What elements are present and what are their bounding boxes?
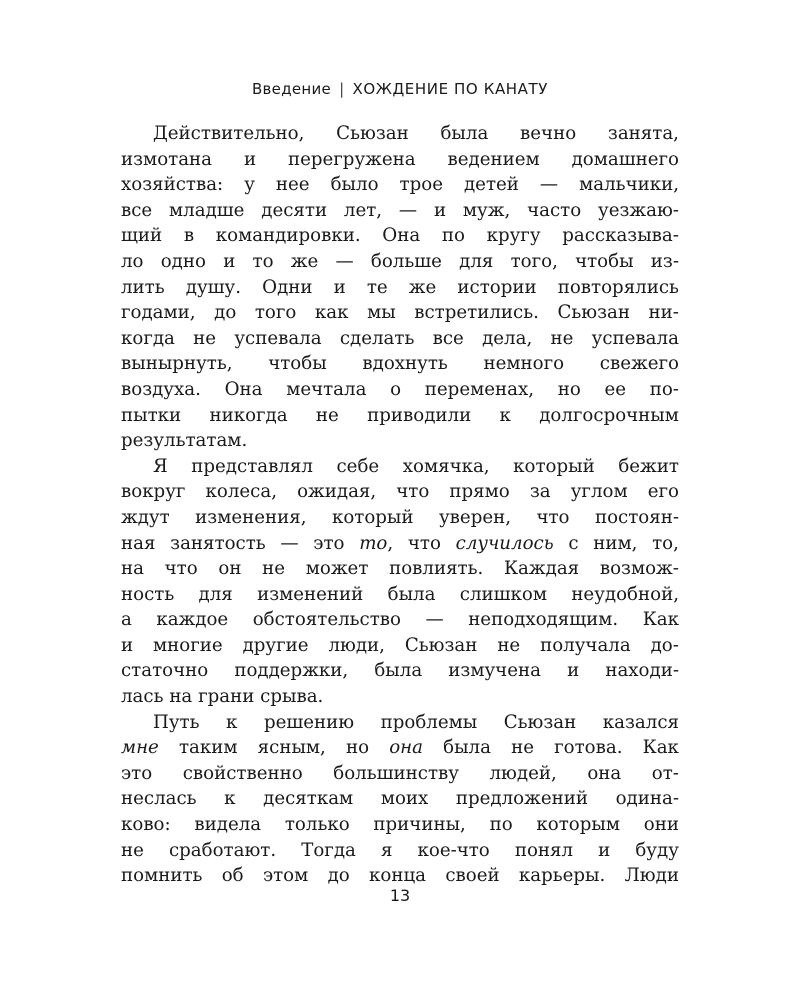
word: одина- [615, 788, 679, 810]
word: и [121, 634, 134, 656]
word: обстоятельство [252, 609, 401, 631]
text-line [121, 735, 679, 761]
word: все [432, 327, 464, 349]
word: конца [369, 865, 427, 887]
word: уверен, [438, 506, 511, 528]
word: представлял [191, 455, 313, 477]
word: находи- [605, 660, 679, 682]
text-line [121, 556, 679, 582]
word: срыва. [260, 686, 324, 708]
word: детей [463, 174, 519, 196]
word: успевала [234, 327, 322, 349]
text-line [121, 403, 679, 429]
word: когда [121, 327, 175, 349]
text-line [121, 505, 679, 531]
word: муж, [462, 199, 511, 221]
word: измучена [448, 660, 541, 682]
word: было [330, 174, 379, 196]
word: встретились. [414, 302, 539, 324]
word: не [262, 558, 286, 580]
word: моих [380, 788, 429, 810]
word: ло [121, 250, 144, 272]
word: немного [483, 353, 565, 375]
word: результатам. [121, 430, 248, 452]
word: одно [160, 250, 206, 272]
word: углом [570, 481, 628, 503]
text-line [121, 479, 679, 505]
word: возмож- [599, 558, 679, 580]
word: решению [263, 711, 355, 733]
paragraph [121, 121, 679, 454]
text-line [121, 147, 679, 173]
word: была [443, 737, 491, 759]
word: статочно [121, 660, 209, 682]
word: чтобы [268, 353, 327, 375]
text-line [121, 761, 679, 787]
word: — [425, 609, 444, 631]
word: Я [153, 455, 168, 477]
word: не [315, 404, 339, 426]
word: прямо [449, 481, 510, 503]
word: — [280, 532, 299, 554]
word: причины, [373, 814, 466, 836]
word: больше [370, 250, 442, 272]
text-line [121, 633, 679, 659]
word: многие [153, 634, 223, 656]
word: вечно [520, 123, 577, 144]
word: к [226, 711, 238, 733]
word: предложений [455, 788, 588, 810]
text-line [121, 454, 679, 480]
word: домашнего [571, 148, 679, 170]
word: не [497, 634, 521, 656]
word: вокруг [121, 481, 186, 503]
word: те [366, 276, 388, 298]
text-line [121, 428, 679, 454]
word: свойственно [182, 762, 303, 784]
word: случилось [455, 532, 554, 554]
word: Сьюзан [557, 302, 630, 324]
word: истории [457, 276, 537, 298]
text-line [121, 582, 679, 608]
word: ни- [648, 302, 679, 324]
word: измотана [121, 148, 213, 170]
word: слишком [459, 583, 547, 605]
word: что [536, 506, 570, 528]
word: что [396, 481, 430, 503]
word: годами, [121, 302, 196, 324]
word: ожидая, [297, 481, 377, 503]
word: неудобной, [571, 583, 679, 605]
word: Одни [262, 276, 313, 298]
word: до [214, 302, 237, 324]
text-line [121, 326, 679, 352]
word: ним, [593, 532, 638, 554]
word: другие [242, 634, 309, 656]
word: от- [651, 762, 679, 784]
word: Она [382, 225, 421, 247]
word: он [218, 558, 242, 580]
word: мне [121, 737, 159, 759]
word: грани [198, 686, 255, 708]
word: то, [652, 532, 679, 554]
word: десяткам [263, 788, 354, 810]
word: об [221, 865, 244, 887]
word: понял [514, 839, 574, 861]
word: — [398, 199, 418, 221]
text-line [121, 172, 679, 198]
word: для [459, 250, 494, 272]
word: перегружена [287, 148, 416, 170]
word: ная [121, 532, 156, 554]
word: карьеры. [518, 865, 606, 887]
word: неподходящим. [468, 609, 619, 631]
word: чтобы [575, 250, 634, 272]
word: людей, [489, 762, 557, 784]
text-line [121, 249, 679, 275]
word: может [305, 558, 369, 580]
word: ясным, [257, 737, 326, 759]
word: а [121, 609, 132, 631]
word: мечтала [286, 378, 367, 400]
word: младше [169, 199, 245, 221]
word: бежит [618, 455, 679, 477]
text-line [121, 838, 679, 864]
text-line [121, 300, 679, 326]
word: только [284, 814, 350, 836]
word: все [121, 199, 153, 221]
word: на [169, 686, 193, 708]
word: хомячка, [402, 455, 490, 477]
text-line [121, 121, 679, 147]
text-line [121, 377, 679, 403]
word: то [252, 250, 274, 272]
word: Сьюзан [404, 634, 478, 656]
word: повторялись [557, 276, 679, 298]
word: щий [121, 225, 163, 247]
word: то, [359, 532, 394, 554]
word: не [550, 327, 574, 349]
word: не [511, 737, 534, 759]
word: она [389, 737, 423, 759]
word: готова. [554, 737, 623, 759]
text-line [121, 812, 679, 838]
word: в [183, 225, 195, 247]
word: я [380, 839, 393, 861]
word: поддержки, [234, 660, 349, 682]
word: сработают. [168, 839, 277, 861]
word: не [121, 839, 144, 861]
text-line [121, 863, 679, 889]
word: буду [635, 839, 679, 861]
paragraph [121, 710, 679, 889]
word: Сьюзан [503, 711, 577, 733]
word: из- [650, 250, 679, 272]
word: воздуха. [121, 378, 201, 400]
word: Она [224, 378, 263, 400]
word: у [244, 174, 255, 196]
word: проблемы [380, 711, 478, 733]
word: уезжаю- [598, 199, 679, 221]
word: изменений [257, 583, 364, 605]
word: повлиять. [389, 558, 484, 580]
word: постоян- [594, 506, 679, 528]
word: сделать [339, 327, 415, 349]
word: душу. [185, 276, 242, 298]
word: которым [536, 814, 621, 836]
word: о [390, 378, 402, 400]
text-line [121, 684, 679, 710]
word: это [313, 532, 345, 554]
text-line [121, 531, 679, 557]
word: и [598, 839, 611, 861]
word: лить [121, 276, 165, 298]
word: того [254, 302, 297, 324]
text-line [121, 275, 679, 301]
word: большинству [333, 762, 459, 784]
header-separator: | [339, 80, 345, 98]
word: что [164, 558, 198, 580]
word: хозяйства: [121, 174, 224, 196]
word: того, [510, 250, 558, 272]
word: Как [642, 609, 679, 631]
word: пытки [121, 404, 182, 426]
word: и [433, 199, 447, 221]
header-title: ХОЖДЕНИЕ ПО КАНАТУ [352, 80, 549, 98]
running-header [0, 80, 800, 98]
body-text [121, 121, 679, 889]
word: к [499, 404, 511, 426]
word: Как [642, 737, 679, 759]
word: они [643, 814, 679, 836]
word: по [489, 814, 513, 836]
text-line [121, 351, 679, 377]
word: не [193, 327, 217, 349]
paragraph [121, 454, 679, 710]
word: таким [178, 737, 238, 759]
text-line [121, 607, 679, 633]
word: который [331, 506, 414, 528]
word: занята, [607, 123, 679, 144]
word: каждое [156, 609, 229, 631]
word: — [335, 250, 354, 272]
word: лась [121, 686, 164, 708]
text-line [121, 786, 679, 812]
word: ведением [447, 148, 540, 170]
word: ково: [121, 814, 171, 836]
word: Сьюзан [336, 123, 409, 144]
word: себе [336, 455, 380, 477]
text-line [121, 710, 679, 736]
word: долгосрочным [539, 404, 679, 426]
word: до- [650, 634, 679, 656]
word: его [647, 481, 679, 503]
word: переменах, [424, 378, 535, 400]
word: Путь [153, 711, 200, 733]
word: своей [445, 865, 500, 887]
word: кругу [486, 225, 541, 247]
word: по [441, 225, 465, 247]
word: и [567, 660, 580, 682]
word: приводили [367, 404, 472, 426]
word: мальчики, [579, 174, 679, 196]
word: люди, [328, 634, 385, 656]
word: но [345, 737, 370, 759]
word: до [327, 865, 350, 887]
word: за [529, 481, 551, 503]
word: и [223, 250, 236, 272]
word: получала [540, 634, 631, 656]
word: казался [602, 711, 679, 733]
word: она [587, 762, 622, 784]
word: для [198, 583, 233, 605]
word: — [539, 174, 559, 196]
word: Каждая [503, 558, 580, 580]
word: изменения, [195, 506, 307, 528]
word: была [440, 123, 489, 144]
word: же [408, 276, 437, 298]
word: и [243, 148, 257, 170]
word: как [314, 302, 349, 324]
word: командировки. [215, 225, 361, 247]
word: свежего [599, 353, 679, 375]
text-line [121, 198, 679, 224]
word: этом [262, 865, 309, 887]
word: никогда [209, 404, 288, 426]
word: лет, [343, 199, 383, 221]
word: с [568, 532, 579, 554]
word: неслась [121, 788, 197, 810]
word: вдохнуть [362, 353, 448, 375]
word: была [374, 660, 423, 682]
word: была [387, 583, 436, 605]
text-line [121, 658, 679, 684]
word: видела [194, 814, 262, 836]
word: нее [275, 174, 310, 196]
word: ее [604, 378, 627, 400]
word: кое-что [417, 839, 490, 861]
word: и [333, 276, 346, 298]
word: рассказыва- [562, 225, 679, 247]
word: Действительно, [153, 123, 305, 144]
word: на [121, 558, 144, 580]
header-section: Введение [251, 80, 332, 98]
word: мы [367, 302, 396, 324]
word: часто [527, 199, 582, 221]
word: же [290, 250, 319, 272]
word: дела, [482, 327, 533, 349]
word: по- [649, 378, 679, 400]
word: занятость [170, 532, 266, 554]
word: Тогда [301, 839, 356, 861]
word: что [407, 532, 441, 554]
word: помнить [121, 865, 203, 887]
word: колеса, [205, 481, 277, 503]
page-number: 13 [389, 886, 411, 905]
word: но [557, 378, 581, 400]
text-line [121, 223, 679, 249]
word: который [513, 455, 595, 477]
word: к [224, 788, 236, 810]
word: десяти [261, 199, 328, 221]
word: ждут [121, 506, 170, 528]
word: это [121, 762, 153, 784]
word: Люди [624, 865, 679, 887]
word: трое [399, 174, 443, 196]
word: успевала [591, 327, 679, 349]
word: ность [121, 583, 175, 605]
word: вынырнуть, [121, 353, 233, 375]
